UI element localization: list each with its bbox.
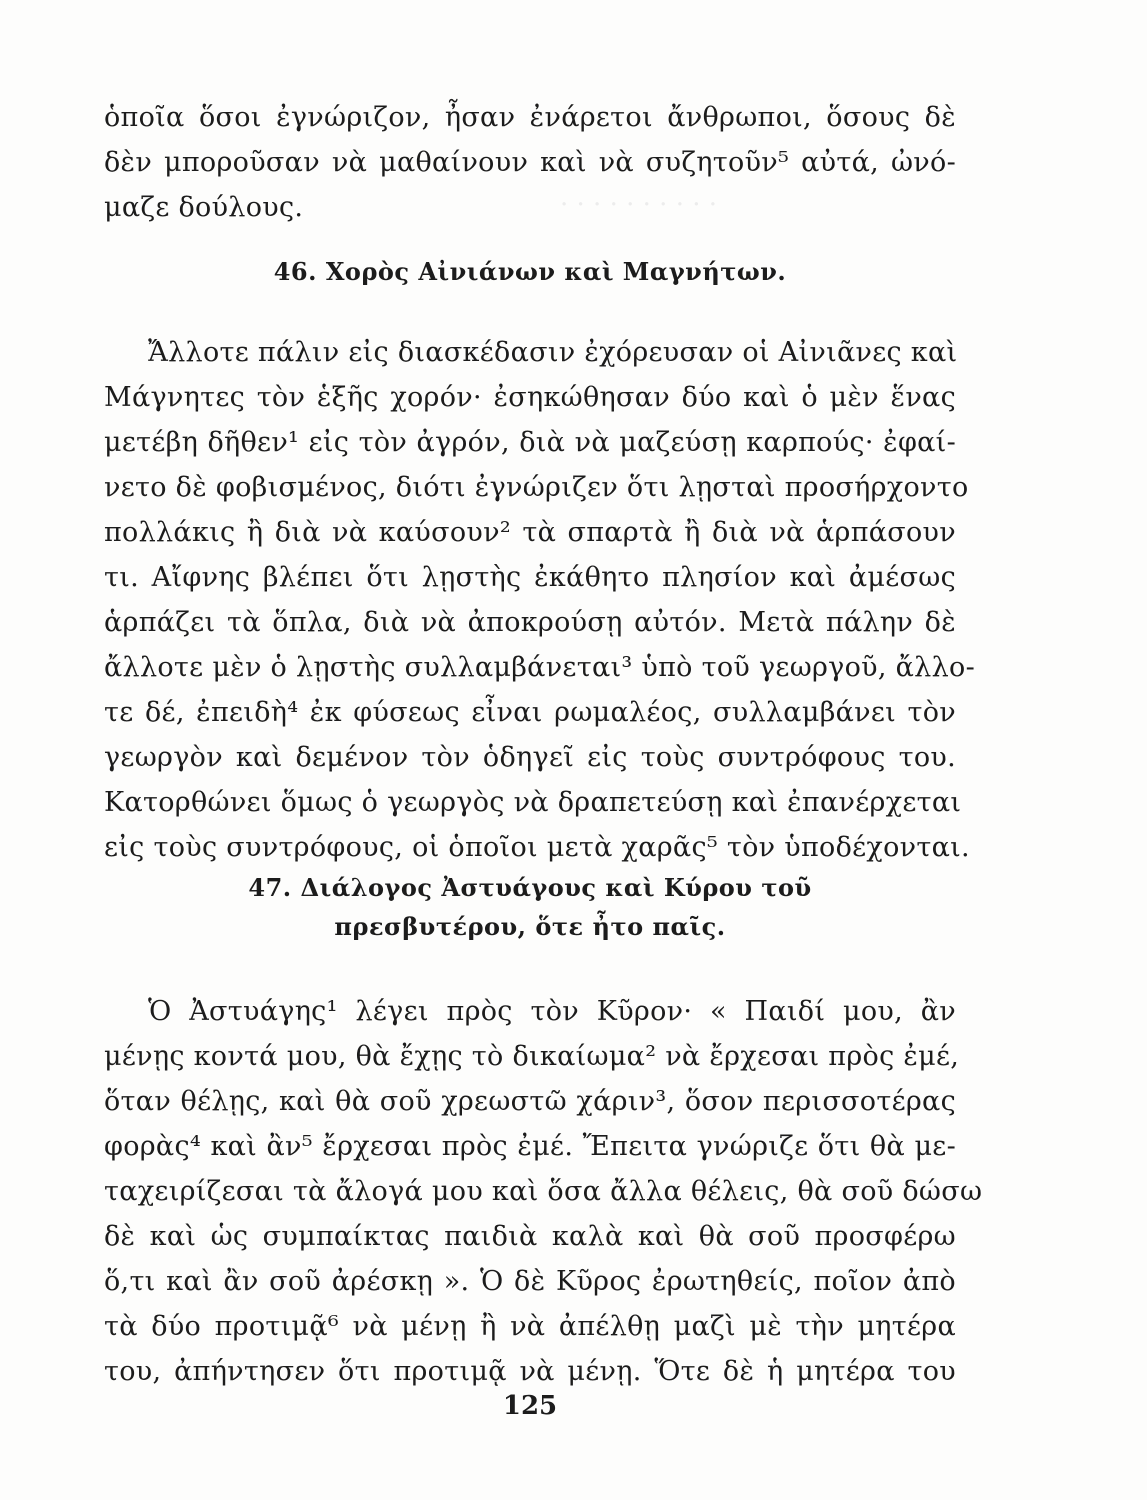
- text-line: μαζε δούλους.: [104, 192, 304, 223]
- section-heading-46: 46. Χορὸς Αἰνιάνων καὶ Μαγνήτων.: [273, 257, 787, 286]
- section-heading-47-line1: 47. Διάλογος Ἀστυάγους καὶ Κύρου τοῦ: [248, 873, 812, 902]
- text-line: φορὰς⁴ καὶ ἂν⁵ ἔρχεσαι πρὸς ἐμέ. Ἔπειτα γνώριζε ὅτι θὰ με-: [104, 1131, 956, 1162]
- text-line: δὲν μποροῦσαν νὰ μαθαίνουν καὶ νὰ συζητοῦν⁵ αὐτά, ὠνό-: [104, 147, 956, 178]
- text-line: εἰς τοὺς συντρόφους, οἱ ὁποῖοι μετὰ χαρᾶς⁵ τὸν ὑποδέχονται.: [104, 832, 970, 863]
- text-line: Ὁ Ἀστυάγης¹ λέγει πρὸς τὸν Κῦρον· « Παιδί μου, ἂν: [148, 996, 956, 1027]
- text-line: μένῃς κοντά μου, θὰ ἔχῃς τὸ δικαίωμα² νὰ ἔρχεσαι πρὸς ἐμέ,: [104, 1041, 960, 1072]
- text-line: δὲ καὶ ὡς συμπαίκτας παιδιὰ καλὰ καὶ θὰ σοῦ προσφέρω: [104, 1221, 956, 1252]
- text-line: Μάγνητες τὸν ἑξῆς χορόν· ἐσηκώθησαν δύο καὶ ὁ μὲν ἕνας: [104, 382, 956, 413]
- text-line: τι. Αἴφνης βλέπει ὅτι λῃστὴς ἐκάθητο πλησίον καὶ ἀμέσως: [104, 562, 956, 593]
- text-line: πολλάκις ἢ διὰ νὰ καύσουν² τὰ σπαρτὰ ἢ διὰ νὰ ἁρπάσουν: [104, 517, 956, 548]
- text-line: τε δέ, ἐπειδὴ⁴ ἐκ φύσεως εἶναι ρωμαλέος, συλλαμβάνει τὸν: [104, 697, 956, 728]
- text-line: ἄλλοτε μὲν ὁ λῃστὴς συλλαμβάνεται³ ὑπὸ τοῦ γεωργοῦ, ἄλλο-: [104, 652, 975, 683]
- page-number: 125: [502, 1391, 558, 1421]
- text-line: Κατορθώνει ὅμως ὁ γεωργὸς νὰ δραπετεύσῃ καὶ ἐπανέρχεται: [104, 787, 962, 818]
- text-line: του, ἀπήντησεν ὅτι προτιμᾷ νὰ μένῃ. Ὅτε δὲ ἡ μητέρα του: [104, 1356, 956, 1387]
- text-line: Ἄλλοτε πάλιν εἰς διασκέδασιν ἐχόρευσαν οἱ Αἰνιᾶνες καὶ: [148, 337, 958, 368]
- text-line: ἁρπάζει τὰ ὅπλα, διὰ νὰ ἀποκρούσῃ αὐτόν. Μετὰ πάλην δὲ: [104, 607, 956, 638]
- text-line: τὰ δύο προτιμᾷ⁶ νὰ μένῃ ἢ νὰ ἀπέλθῃ μαζὶ μὲ τὴν μητέρα: [104, 1311, 956, 1342]
- bleed-through-text: · · · · · · · · · ·: [560, 190, 718, 220]
- text-line: ὅ,τι καὶ ἂν σοῦ ἀρέσκῃ ». Ὁ δὲ Κῦρος ἐρωτηθείς, ποῖον ἀπὸ: [104, 1266, 956, 1297]
- text-line: γεωργὸν καὶ δεμένον τὸν ὁδηγεῖ εἰς τοὺς συντρόφους του.: [104, 742, 956, 773]
- text-line: νετο δὲ φοβισμένος, διότι ἐγνώριζεν ὅτι λῃσταὶ προσήρχοντο: [104, 472, 969, 503]
- text-line: ὁποῖα ὅσοι ἐγνώριζον, ἦσαν ἐνάρετοι ἄνθρωποι, ὅσους δὲ: [104, 102, 956, 133]
- section-heading-47-line2: πρεσβυτέρου, ὅτε ἦτο παῖς.: [334, 912, 726, 941]
- text-line: ὅταν θέλῃς, καὶ θὰ σοῦ χρεωστῶ χάριν³, ὅσον περισσοτέρας: [104, 1086, 956, 1117]
- text-line: μετέβη δῆθεν¹ εἰς τὸν ἀγρόν, διὰ νὰ μαζεύσῃ καρπούς· ἐφαί-: [104, 427, 956, 458]
- text-line: ταχειρίζεσαι τὰ ἄλογά μου καὶ ὅσα ἄλλα θέλεις, θὰ σοῦ δώσω: [104, 1176, 983, 1207]
